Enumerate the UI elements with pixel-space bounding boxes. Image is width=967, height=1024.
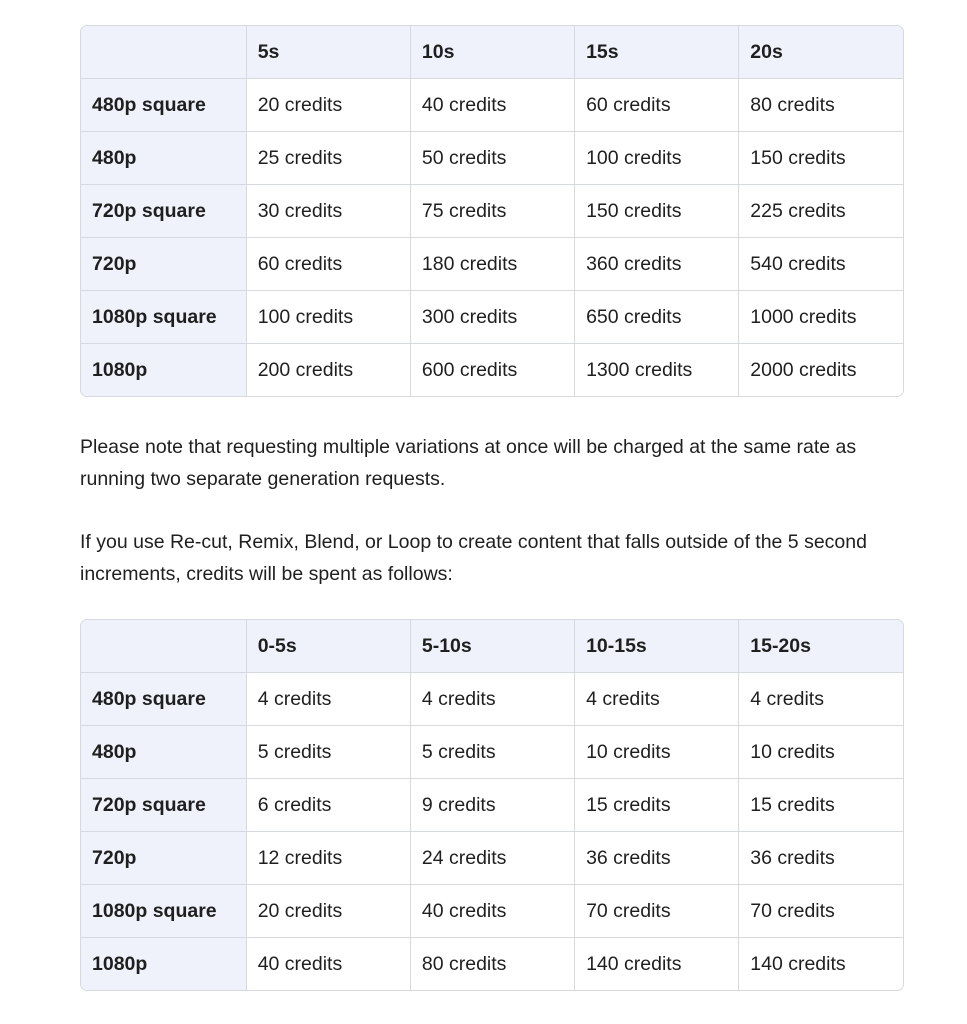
table-cell: 9 credits [410, 779, 574, 832]
table-cell: 20 credits [246, 885, 410, 938]
credits-table-1 [81, 26, 903, 396]
table-cell: 4 credits [410, 673, 574, 726]
table-row [81, 132, 903, 185]
table-row [81, 673, 903, 726]
table-row [81, 832, 903, 885]
header-cell-5-10s: 5-10s [410, 620, 574, 673]
table-row [81, 779, 903, 832]
table-cell: 1000 credits [739, 291, 903, 344]
table-cell: 150 credits [575, 185, 739, 238]
header-cell-5s: 5s [246, 26, 410, 79]
table-cell: 30 credits [246, 185, 410, 238]
table-cell: 60 credits [575, 79, 739, 132]
table-cell: 4 credits [246, 673, 410, 726]
table-cell: 15 credits [739, 779, 903, 832]
table-row [81, 185, 903, 238]
table-row [81, 291, 903, 344]
table-cell: 60 credits [246, 238, 410, 291]
row-label: 480p [81, 132, 246, 185]
table-cell: 5 credits [410, 726, 574, 779]
row-label: 720p square [81, 185, 246, 238]
table-cell: 40 credits [246, 938, 410, 991]
table-row [81, 726, 903, 779]
table-cell: 20 credits [246, 79, 410, 132]
row-label: 720p square [81, 779, 246, 832]
table-cell: 15 credits [575, 779, 739, 832]
table-cell: 70 credits [739, 885, 903, 938]
table-cell: 40 credits [410, 885, 574, 938]
header-cell-0-5s: 0-5s [246, 620, 410, 673]
row-label: 720p [81, 238, 246, 291]
table-row [81, 344, 903, 397]
table-cell: 80 credits [410, 938, 574, 991]
credits-table-2 [81, 620, 903, 990]
table-cell: 70 credits [575, 885, 739, 938]
table-cell: 4 credits [739, 673, 903, 726]
table-cell: 2000 credits [739, 344, 903, 397]
header-cell-15-20s: 15-20s [739, 620, 903, 673]
table-cell: 140 credits [739, 938, 903, 991]
table-cell: 6 credits [246, 779, 410, 832]
header-corner-cell [81, 26, 246, 79]
table-cell: 75 credits [410, 185, 574, 238]
header-cell-10-15s: 10-15s [575, 620, 739, 673]
row-label: 480p square [81, 79, 246, 132]
row-label: 720p [81, 832, 246, 885]
table-cell: 300 credits [410, 291, 574, 344]
table-cell: 600 credits [410, 344, 574, 397]
table-header-row [81, 26, 903, 79]
table-cell: 100 credits [246, 291, 410, 344]
credits-table-by-duration [80, 25, 904, 397]
table-row [81, 238, 903, 291]
row-label: 1080p square [81, 885, 246, 938]
header-corner-cell [81, 620, 246, 673]
table-cell: 4 credits [575, 673, 739, 726]
table-cell: 10 credits [739, 726, 903, 779]
table-cell: 10 credits [575, 726, 739, 779]
table-row [81, 938, 903, 991]
table-cell: 40 credits [410, 79, 574, 132]
row-label: 480p [81, 726, 246, 779]
table-header-row [81, 620, 903, 673]
header-cell-15s: 15s [575, 26, 739, 79]
row-label: 1080p [81, 344, 246, 397]
table-cell: 540 credits [739, 238, 903, 291]
table-cell: 180 credits [410, 238, 574, 291]
credits-table-by-range [80, 619, 904, 991]
table-cell: 24 credits [410, 832, 574, 885]
variations-note-paragraph: Please note that requesting multiple variations at once will be charged at the same rate as running two separate generation requests. [80, 436, 857, 490]
table-cell: 80 credits [739, 79, 903, 132]
table-cell: 1300 credits [575, 344, 739, 397]
increments-note-paragraph: If you use Re-cut, Remix, Blend, or Loop to create content that falls outside of the 5 second increments, credits will be spent as follows: [80, 531, 867, 585]
table-cell: 36 credits [739, 832, 903, 885]
row-label: 1080p square [81, 291, 246, 344]
table-cell: 25 credits [246, 132, 410, 185]
header-cell-20s: 20s [739, 26, 903, 79]
table-cell: 225 credits [739, 185, 903, 238]
table-cell: 12 credits [246, 832, 410, 885]
table-row [81, 79, 903, 132]
header-cell-10s: 10s [410, 26, 574, 79]
table-cell: 150 credits [739, 132, 903, 185]
row-label: 480p square [81, 673, 246, 726]
table-cell: 36 credits [575, 832, 739, 885]
table-row [81, 885, 903, 938]
table-cell: 5 credits [246, 726, 410, 779]
row-label: 1080p [81, 938, 246, 991]
table-cell: 140 credits [575, 938, 739, 991]
table-cell: 360 credits [575, 238, 739, 291]
table-cell: 100 credits [575, 132, 739, 185]
table-cell: 650 credits [575, 291, 739, 344]
table-cell: 200 credits [246, 344, 410, 397]
table-cell: 50 credits [410, 132, 574, 185]
